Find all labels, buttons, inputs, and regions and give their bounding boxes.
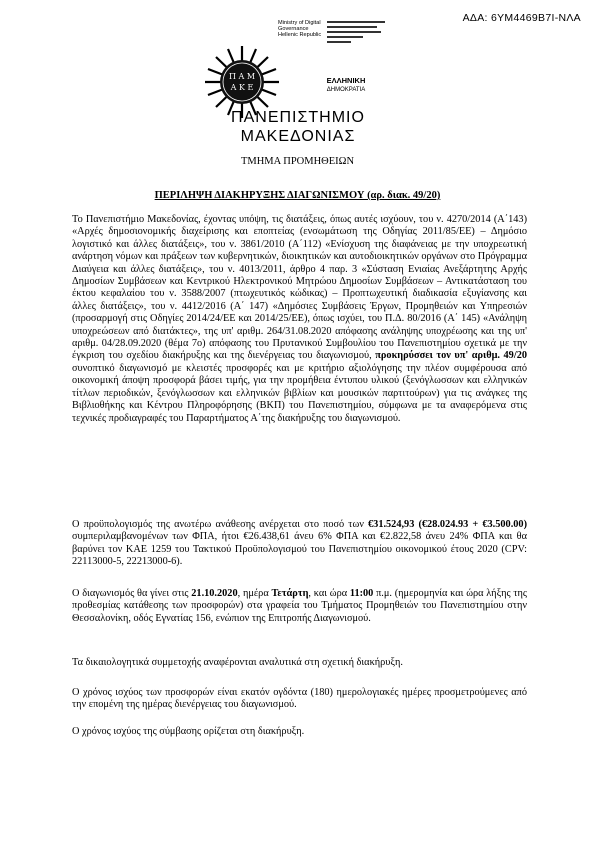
p3-text-e: , και ώρα [308,588,350,599]
paragraph-documents: Τα δικαιολογητικά συμμετοχής αναφέρονται αναλυτικά στη σχετική διακήρυξη. [72,657,403,668]
greek-republic-line-1: ΕΛΛΗΝΙΚΗ [326,76,366,85]
p3-text-c: , ημέρα [237,588,272,599]
stamp-line-3: Hellenic Republic [278,32,322,39]
university-name-line-1: ΠΑΝΕΠΙΣΤΗΜΙΟ [231,109,365,126]
p2-text-a: Ο προϋπολογισμός της ανωτέρω ανάθεσης ανέρχεται στο ποσό των [72,519,369,530]
p2-text-c: συμπεριλαμβανομένων των ΦΠΑ, ήτοι €26.438,61 άνευ 6% ΦΠΑ και €2.822,58 άνευ 24% ΦΠΑ και θα βαρύνει τον ΚΑΕ 1259 του Τακτικού Προϋπολογισμού του Πανεπιστημίου οικονομικού έτους 2020 (CPV: 22113000-5, 22213000-6). [72,531,527,568]
paragraph-budget [72,519,527,569]
p3-time: 11:00 [349,588,374,599]
paragraph-offer-validity: Ο χρόνος ισχύος των προσφορών είναι εκατόν ογδόντα (180) ημερολογιακές ημέρες προσμετρούμενες από την επομένη της ημέρας διενέργειας του διαγωνισμού. [72,687,527,711]
emblem-text-bottom: Α Κ Ε [230,83,254,92]
stamp-line-1: Ministry of Digital [278,20,321,26]
paragraph-legal-basis [72,214,527,425]
announcement-heading: ΠΕΡΙΛΗΨΗ ΔΙΑΚΗΡΥΞΗΣ ΔΙΑΓΩΝΙΣΜΟΥ (αρ. διακ. 49/20) [154,190,441,201]
p3-weekday: Τετάρτη [271,588,309,599]
emblem-circle [220,60,264,104]
p1-text-bold: προκηρύσσει τον υπ' αριθμ. 49/20 [375,350,527,362]
stamp-line-2: Governance [278,26,309,33]
paragraph-contract-duration: Ο χρόνος ισχύος της σύμβασης ορίζεται στη διακήρυξη. [72,726,305,737]
department-name: ΤΜΗΜΑ ΠΡΟΜΗΘΕΙΩΝ [240,156,355,167]
paragraph-tender-date [72,588,527,625]
p3-text-a: Ο διαγωνισμός θα γίνει στις [72,588,192,599]
university-logo [198,42,398,147]
p3-date: 21.10.2020 [191,588,238,599]
p2-amount: €31.524,93 (€28.024.93 + €3.500.00) [368,519,527,530]
p1-text-a: Το Πανεπιστήμιο Μακεδονίας, έχοντας υπόψη, τις διατάξεις, όπως αυτές ισχύουν, του ν. 4270/2014 (Α΄143) «Αρχές δημοσιονομικής διαχείρισης και εποπτείας (ενσωμάτωση της Οδηγίας 2011/85/ΕΕ) – Δημόσιο λογιστικό και άλλες διατάξεις», του ν. 3861/2010 (Α΄112) «Ενίσχυση της διαφάνειας με την υποχρεωτική ανάρτηση νόμων και πράξεων των κυβερνητικών, διοικητικών και αυτοδιοικητικών οργάνων στο Πρόγραμμα Διαύγεια και άλλες διατάξεις», του ν. 4013/2011, άρθρο 4 παρ. 3 «Σύσταση Ενιαίας Ανεξάρτητης Αρχής Δημοσίων Συμβάσεων και Κεντρικού Ηλεκτρονικού Μητρώου Δημοσίων Συμβάσεων – Αντικατάσταση του έκτου κεφαλαίου του ν. 3588/2007 (πτωχευτικός κώδικας) – Προπτωχευτική διαδικασία εξυγίανσης και άλλες διατάξεις», του ν. 4412/2016 (Α΄ 147) «Δημόσιες Συμβάσεις Έργων, Προμηθειών και Υπηρεσιών (προσαρμογή στις Οδηγίες 2014/24/ΕΕ και 2014/25/ΕΕ), όπως ισχύει, του Π.Δ. 80/2016 (Α΄ 145) «Ανάληψη υποχρεώσεων από διατάκτες», της υπ' αριθμ. 264/31.08.2020 απόφασης ανάληψης υποχρέωσης και της υπ' αριθμ. 04/28.09.2020 (θέμα 7ο) απόφασης του Πρυτανικού Συμβουλίου του Πανεπιστημίου σχετικά με την έγκριση του σχεδίου διακήρυξης και της διενέργειας του διαγωνισμού, [72,214,527,362]
university-name-line-2: ΜΑΚΕΔΟΝΙΑΣ [240,128,356,145]
ada-code: ΑΔΑ: 6ΥΜ4469Β7Ι-ΝΛΑ [462,12,581,24]
p3-text-g: π.μ. (ημερομηνία και ώρα λήξης της προθεσμίας κατάθεσης των προσφορών) στα γραφεία του Τμήματος Προμηθειών του Πανεπιστημίου στην Θεσσαλονίκη, οδός Εγνατίας 156, ενώπιον της Επιτροπής Διαγωνισμού. [72,588,527,624]
p1-text-c: συνοπτικό διαγωνισμό με κλειστές προσφορές και με κριτήριο αξιολόγησης την πλέον συμφέρουσα από οικονομική άποψη προσφορά βάσει τιμής, για την προμήθεια έντυπου υλικού (ξενόγλωσσων και ελληνικών τίτλων περιοδικών, ξενόγλωσσων και ελληνικών βιβλίων και μουσικών παρτιτούρων) για τις ανάγκες της Βιβλιοθήκης και Κέντρου Πληροφόρησης (ΒΚΠ) του Πανεπιστημίου, σύμφωνα με τα αναφερόμενα στις τεχνικές προδιαγραφές του Παραρτήματος Α΄της διακήρυξης του διαγωνισμού. [72,362,527,424]
greek-republic-line-2: ΔΗΜΟΚΡΑΤΙΑ [326,87,366,93]
emblem-text-top: Π Α Μ [228,72,256,81]
